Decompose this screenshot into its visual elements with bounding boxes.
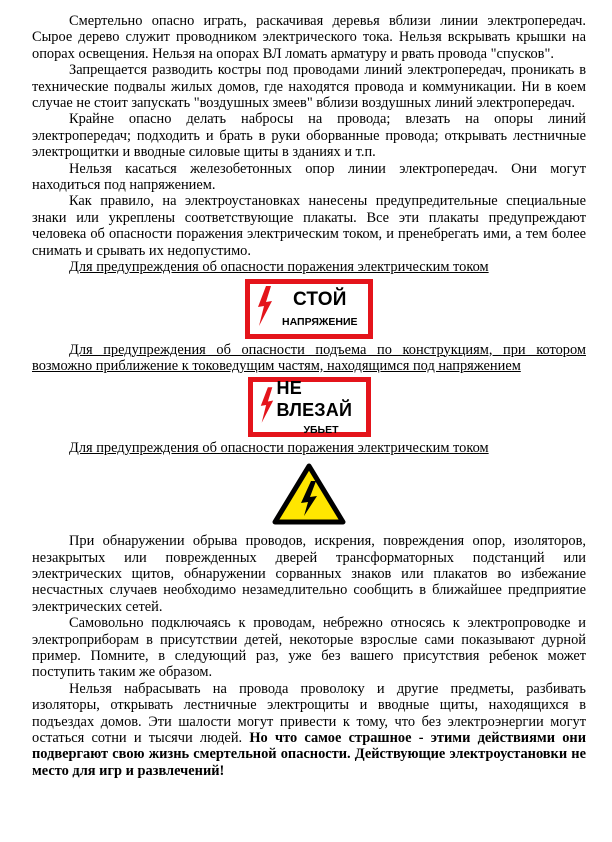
paragraph-1: Смертельно опасно играть, раскачивая деревья вблизи линии электропередач. Сырое дерево служит проводником электрического тока. Нельзя вскрывать крышки на опорах освещения. Нельзя на опорах ВЛ ломать арматуру и рвать провода "спусков". xyxy=(32,13,586,62)
paragraph-7: Самовольно подключаясь к проводам, небрежно относясь к электропроводке и электроприборам в присутствии детей, некоторые взрослые сами показывают дурной пример. Помните, в следующий раз, уже без вашего присутствия ребенок может поступить таким же образом. xyxy=(32,615,586,681)
lightning-bolt-icon xyxy=(259,385,275,429)
caption-stop-voltage: Для предупреждения об опасности поражения электрическим током xyxy=(69,259,489,276)
high-voltage-warning-triangle-icon xyxy=(272,463,346,529)
sign-do-not-climb-title: НЕ ВЛЕЗАЙ xyxy=(276,378,353,421)
paragraph-4: Нельзя касаться железобетонных опор линии электропередач. Они могут находиться под напряжением. xyxy=(32,160,586,194)
paragraph-5: Как правило, на электроустановках нанесены предупредительные специальные знаки или укреплены соответствующие плакаты. Все эти плакаты предупреждают человека об опасности поражения электрическим током, и пренебрегать ими, а тем более снимать и срывать их недопустимо. xyxy=(32,193,586,259)
sign-do-not-climb-row xyxy=(32,377,586,437)
paragraph-6: При обнаружении обрыва проводов, искрения, повреждения опор, изоляторов, незакрытых или поврежденных дверей трансформаторных подстанций или электрических щитов, обнаружении сорванных знаков или плакатов во избежание несчастных случаев необходимо незамедлительно сообщить в ближайшее предприятие электрических сетей. xyxy=(32,533,586,615)
sign-do-not-climb-subtitle: УБЬЕТ xyxy=(303,424,339,437)
sign-stop-title: СТОЙ xyxy=(292,288,347,310)
paragraph-8 xyxy=(32,681,586,779)
document-page xyxy=(32,13,586,779)
paragraph-3: Крайне опасно делать набросы на провода; влезать на опоры линий электропередач; подходить и брать в руки оборванные провода; открывать лестничные электрощитки и вводные силовые щиты в зданиях и т.п. xyxy=(32,111,586,161)
sign-do-not-climb xyxy=(248,377,371,437)
caption-electric-shock: Для предупреждения об опасности поражения электрическим током xyxy=(69,440,489,457)
caption-do-not-climb: Для предупреждения об опасности подъема по конструкциям, при котором возможно приближение к токоведущим частям, находящимся под напряжением xyxy=(32,341,586,374)
paragraph-8-bold: Но что самое страшное - этими действиями они подвергают свою жизнь смертельной опасности. Действующие электроустановки не место для игр и развлечений! xyxy=(32,730,586,779)
lightning-bolt-icon xyxy=(256,286,274,330)
sign-stop-voltage xyxy=(245,279,373,339)
paragraph-8-plain: Нельзя набрасывать на провода проволоку и другие предметы, разбивать изоляторы, открывать лестничные электрощиты и вводные щиты, находящихся в подъездах домов. Эти шалости могут привести к тому, что без электроэнергии могут остаться сотни и тысячи людей. xyxy=(32,680,586,746)
sign-stop-voltage-text xyxy=(282,289,358,329)
sign-do-not-climb-text xyxy=(277,377,366,437)
warning-triangle-row xyxy=(32,463,586,529)
sign-stop-subtitle: НАПРЯЖЕНИЕ xyxy=(282,315,358,328)
sign-stop-voltage-row xyxy=(32,279,586,339)
paragraph-2: Запрещается разводить костры под проводами линий электропередач, проникать в технические подвалы жилых домов, где находятся провода и коммуникации. Ни в коем случае не стоит запускать "воздушных змеев" вблизи воздушных линий электропередач. xyxy=(32,62,586,112)
